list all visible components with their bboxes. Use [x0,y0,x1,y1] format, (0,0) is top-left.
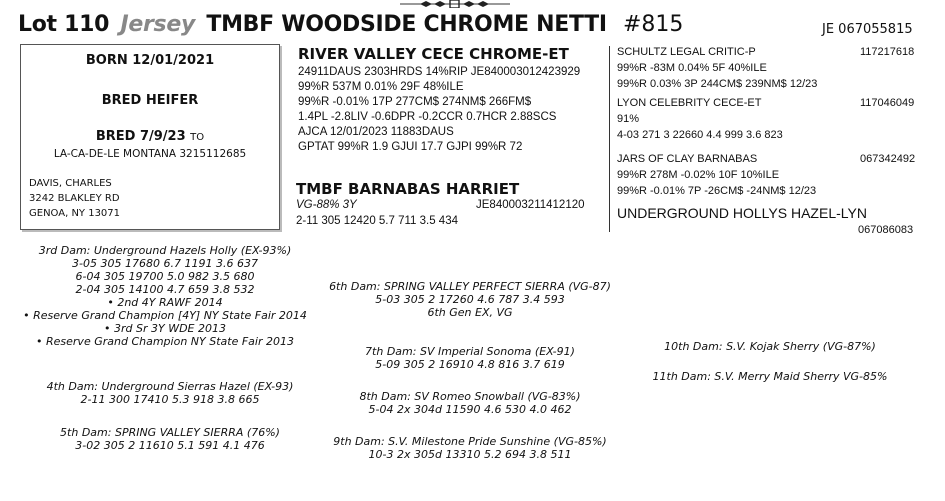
maternal-grandsire-line-2: 99%R -0.01% 7P -26CM$ -24NM$ 12/23 [617,185,817,197]
registration-number: JE 067055815 [822,22,913,37]
animal-name: TMBF WOODSIDE CHROME NETTI [206,12,607,37]
dam4-block [10,380,330,406]
sire-line-3: 99%R -0.01% 17P 277CM$ 274NM$ 266FM$ [298,96,532,108]
breeding-status: BRED HEIFER [101,93,199,108]
lot-header [18,12,607,37]
dam6-note: 6th Gen EX, VG [427,306,513,319]
bred-date: BRED 7/9/23 TO [95,129,205,144]
dam10-block [620,340,920,353]
dam9-block [320,435,620,461]
dam3-award-4: • Reserve Grand Champion NY State Fair 2013 [10,335,320,348]
paternal-grandsire-name: SCHULTZ LEGAL CRITIC-P [617,46,756,58]
dam8-block [320,390,620,416]
paternal-granddam-reg: 117046049 [860,97,915,109]
sire-line-4: 1.4PL -2.8LIV -0.6DPR -0.2CCR 0.7HCR 2.88SCS [298,111,557,123]
dam-column-1 [10,244,320,348]
dam4-title: 4th Dam: Underground Sierras Hazel (EX-93) [46,380,294,393]
dam4-record: 2-11 300 17410 5.3 918 3.8 665 [80,393,260,406]
paternal-grandsire-reg: 117217618 [860,46,915,58]
sire-line-2: 99%R 537M 0.01% 29F 48%ILE [298,81,464,93]
maternal-granddam-reg: 067086083 [858,224,914,236]
paternal-grandsire-line-2: 99%R 0.03% 3P 244CM$ 239NM$ 12/23 [617,78,818,90]
dam3-title: 3rd Dam: Underground Hazels Holly (EX-93%) [38,244,292,257]
dam8-title: 8th Dam: SV Romeo Snowball (VG-83%) [359,390,581,403]
owner-name: DAVIS, CHARLES [29,178,112,189]
sire-line-1: 24911DAUS 2303HRDS 14%RIP JE840003012423929 [298,66,581,78]
dam6-block [320,280,620,319]
dam7-record: 5-09 305 2 16910 4.8 816 3.7 619 [375,358,565,371]
paternal-grandsire-line-1: 99%R -83M 0.04% 5F 40%ILE [617,62,767,74]
dam5-record: 3-02 305 2 11610 5.1 591 4.1 476 [75,439,265,452]
sire-line-5: AJCA 12/01/2023 11883DAUS [298,126,454,138]
dam3-record-1: 3-05 305 17680 6.7 1191 3.6 637 [72,257,258,270]
dam3-award-1: • 2nd 4Y RAWF 2014 [10,296,320,309]
dam8-record: 5-04 2x 304d 11590 4.6 530 4.0 462 [368,403,572,416]
dam5-title: 5th Dam: SPRING VALLEY SIERRA (76%) [60,426,280,439]
animal-info-box [20,44,280,230]
paternal-granddam-line-1: 91% [617,113,640,125]
sire-line-6: GPTAT 99%R 1.9 GJUI 17.7 GJPI 99%R 72 [298,141,523,153]
birth-date: BORN 12/01/2021 [85,53,215,68]
sire-name: RIVER VALLEY CECE CHROME-ET [298,45,569,63]
maternal-granddam-name: UNDERGROUND HOLLYS HAZEL-LYN [617,205,867,221]
dam7-title: 7th Dam: SV Imperial Sonoma (EX-91) [365,345,575,358]
pedestrian-divider [609,46,610,232]
dam7-block [320,345,620,371]
service-sire: LA-CA-DE-LE MONTANA 3215112685 [53,148,247,160]
dam-registration: JE840003211412120 [476,199,585,211]
dam6-record: 5-03 305 2 17260 4.6 787 3.4 593 [375,293,565,306]
dam3-award-2: • Reserve Grand Champion [4Y] NY State Fair 2014 [10,309,320,322]
paternal-granddam-name: LYON CELEBRITY CECE-ET [617,97,762,109]
dam-record: 2-11 305 12420 5.7 711 3.5 434 [296,215,458,227]
dam11-title: 11th Dam: S.V. Merry Maid Sherry VG-85% [652,370,888,383]
header-ornament [400,0,510,8]
dam6-title: 6th Dam: SPRING VALLEY PERFECT SIERRA (VG-87) [329,280,611,293]
dam-name: TMBF BARNABAS HARRIET [296,180,520,198]
dam5-block [10,426,330,452]
maternal-grandsire-name: JARS OF CLAY BARNABAS [617,153,758,165]
dam10-title: 10th Dam: S.V. Kojak Sherry (VG-87%) [664,340,876,353]
lot-number: Lot 110 [18,12,110,37]
owner-city: GENOA, NY 13071 [29,208,121,219]
dam11-block [620,370,920,383]
breed-label: Jersey [120,12,196,37]
paternal-granddam-line-2: 4-03 271 3 22660 4.4 999 3.6 823 [617,129,783,141]
dam9-record: 10-3 2x 305d 13310 5.2 694 3.8 511 [368,448,572,461]
dam9-title: 9th Dam: S.V. Milestone Pride Sunshine (VG-85%) [333,435,607,448]
dam3-record-3: 2-04 305 14100 4.7 659 3.8 532 [75,283,255,296]
dam3-record-2: 6-04 305 19700 5.0 982 3.5 680 [75,270,255,283]
tag-number: #815 [623,12,684,37]
dam-score: VG-88% 3Y [296,199,357,211]
dam3-award-3: • 3rd Sr 3Y WDE 2013 [10,322,320,335]
maternal-grandsire-reg: 067342492 [860,153,916,165]
maternal-grandsire-line-1: 99%R 278M -0.02% 10F 10%ILE [617,169,780,181]
owner-address: 3242 BLAKLEY RD [29,193,120,204]
